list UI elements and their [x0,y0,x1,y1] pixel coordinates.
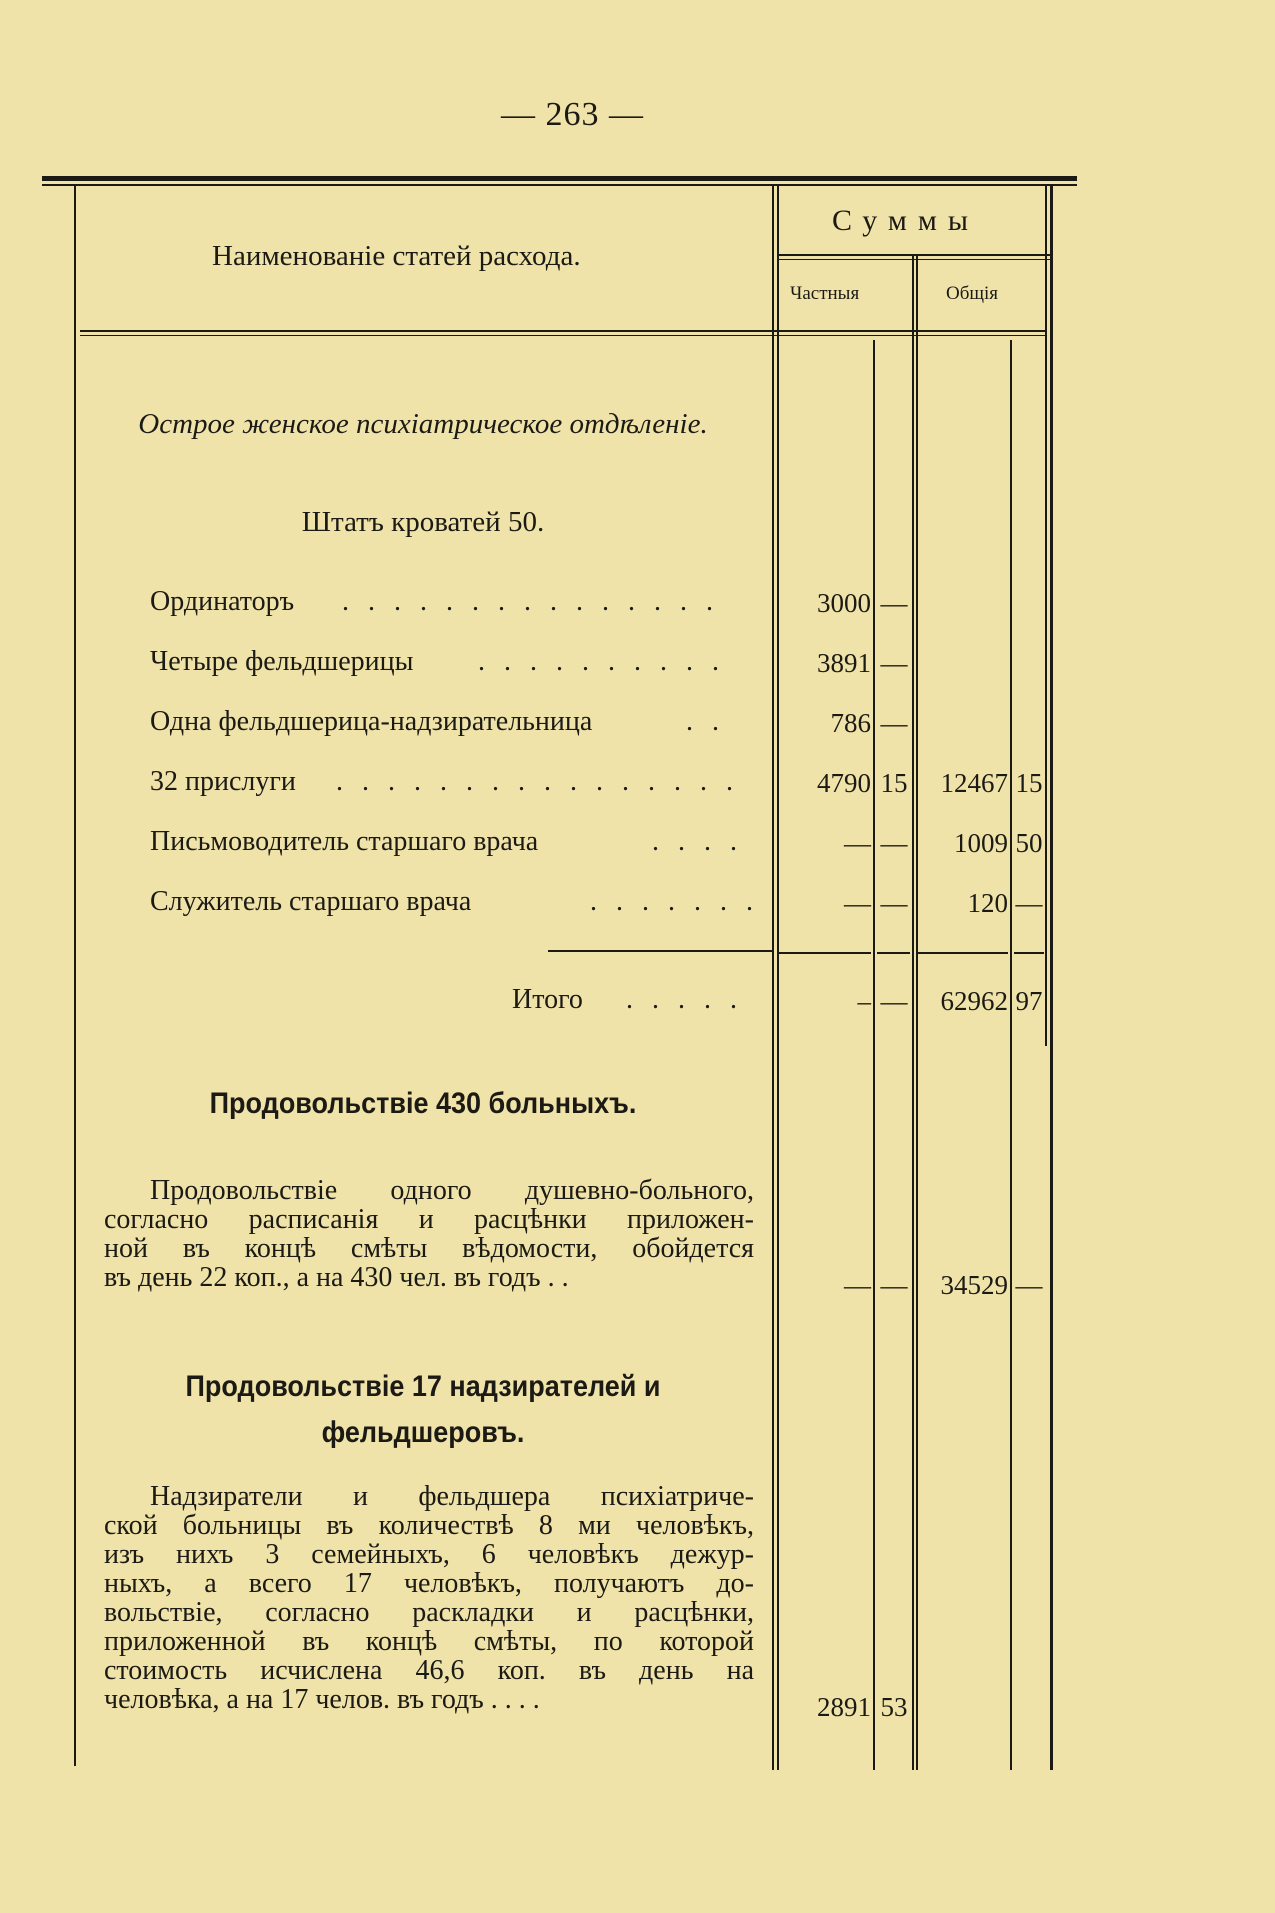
paragraph-line: ной въ концѣ смѣты вѣдомости, обойдется [104,1234,754,1263]
total-kop: — [1015,888,1043,918]
total-column-header: Общія [946,283,999,304]
leader-dots: . . . . . . . . . . . . . . . [342,586,719,617]
patients-private-rub: — [844,1270,871,1300]
sums-subheader-rule [777,254,1050,256]
sums-header: Суммы [832,204,979,237]
private-kop: — [880,888,908,918]
section-heading-staff [113,1364,734,1456]
row-label: Служитель старшаго врача [150,886,472,917]
section-heading-patients: Продовольствіе 430 больныхъ. [209,1087,637,1120]
private-total-divider-2 [916,255,918,1770]
itogo-private-rub: – [857,986,871,1016]
private-rub: 3000 [817,588,871,618]
header-bottom-rule-2 [80,335,1045,336]
leader-dots: . . . . [652,826,743,857]
sums-subheader-rule-2 [777,259,1050,260]
beds-count: Штатъ кроватей 50. [301,506,545,538]
staff-private-rub: 2891 [817,1692,871,1722]
itogo-private-kop: — [880,986,908,1016]
left-border [74,186,76,1766]
subtotal-rule-private-kop [877,952,910,954]
section-paragraph-patients [104,1176,754,1292]
paragraph-line: изъ нихъ 3 семейныхъ, 6 человѣкъ дежур- [104,1540,754,1569]
total-rub: 1009 [954,828,1008,858]
item-col-divider [772,186,774,1770]
paragraph-line: Надзиратели и фельдшера психіатриче- [150,1482,754,1511]
private-kop: — [880,588,908,618]
header-bottom-rule [80,330,1045,332]
row-label: Ординаторъ [150,586,295,617]
total-rub: 12467 [940,768,1008,798]
total-kop-divider [1010,340,1012,1770]
row-label: Письмоводитель старшаго врача [150,826,539,857]
private-kop: — [880,708,908,738]
page-number: — 263 — [501,96,644,133]
section-heading-line: фельдшеровъ. [321,1416,525,1449]
paragraph-line: стоимость исчислена 46,6 коп. въ день на [104,1656,754,1685]
right-border-2 [1050,186,1053,1770]
paragraph-line: приложенной въ концѣ смѣты, по которой [104,1627,754,1656]
paragraph-line: вольствіе, согласно раскладки и расцѣнки, [104,1598,754,1627]
private-kop-divider [873,340,875,1770]
private-column-header: Частныя [790,283,860,304]
top-rule-thin [42,184,1077,186]
leader-dots: . . . . . [626,984,743,1015]
patients-total-rub: 34529 [940,1270,1008,1300]
subtotal-rule-total-kop [1014,952,1044,954]
department-title: Острое женское психіатрическое отдѣленіе. [138,408,708,440]
private-total-divider [912,255,914,1770]
itogo-label: Итого [512,984,583,1015]
private-rub: — [844,828,871,858]
leader-dots: . . . . . . . . . . [478,646,725,677]
itogo-total-rub: 62962 [940,986,1008,1016]
section-heading-line: Продовольствіе 17 надзирателей и [185,1370,661,1403]
top-rule-thick [42,176,1077,181]
row-label: Четыре фельдшерицы [150,646,414,677]
private-kop: 15 [880,768,908,798]
leader-dots: . . . . . . . . . . . . . . . . [336,766,739,797]
total-kop: 15 [1015,768,1043,798]
item-column-header: Наименованіе статей расхода. [212,240,581,272]
paragraph-line: ныхъ, а всего 17 человѣкъ, получаютъ до- [104,1569,754,1598]
patients-private-kop: — [880,1270,908,1300]
private-rub: 3891 [817,648,871,678]
staff-private-kop: 53 [880,1692,908,1722]
subtotal-rule-private-rub [779,952,871,954]
leader-dots: . . . . . . . [590,886,759,917]
itogo-total-kop: 97 [1015,986,1043,1016]
subtotal-rule-total-rub [918,952,1008,954]
paragraph-line: человѣка, а на 17 челов. въ годъ . . . . [104,1685,540,1714]
paragraph-line: Продовольствіе одного душевно-больного, [150,1176,754,1205]
item-col-divider-2 [777,186,779,1770]
leader-dots: . . [686,706,725,737]
private-kop: — [880,828,908,858]
private-rub: 4790 [817,768,871,798]
paragraph-line: въ день 22 коп., а на 430 чел. въ годъ . . [104,1263,569,1292]
section-paragraph-staff [104,1482,754,1714]
private-kop: — [880,648,908,678]
patients-total-kop: — [1015,1270,1043,1300]
paragraph-line: ской больницы въ количествѣ 8 ми человѣкъ, [104,1511,754,1540]
private-rub: — [844,888,871,918]
row-label: Одна фельдшерица-надзирательница [150,706,593,737]
subtotal-rule-items [548,950,772,952]
row-label: 32 прислуги [150,766,296,797]
total-kop: 50 [1015,828,1043,858]
paragraph-line: согласно расписанія и расцѣнки приложен- [104,1205,754,1234]
total-rub: 120 [967,888,1008,918]
private-rub: 786 [830,708,871,738]
